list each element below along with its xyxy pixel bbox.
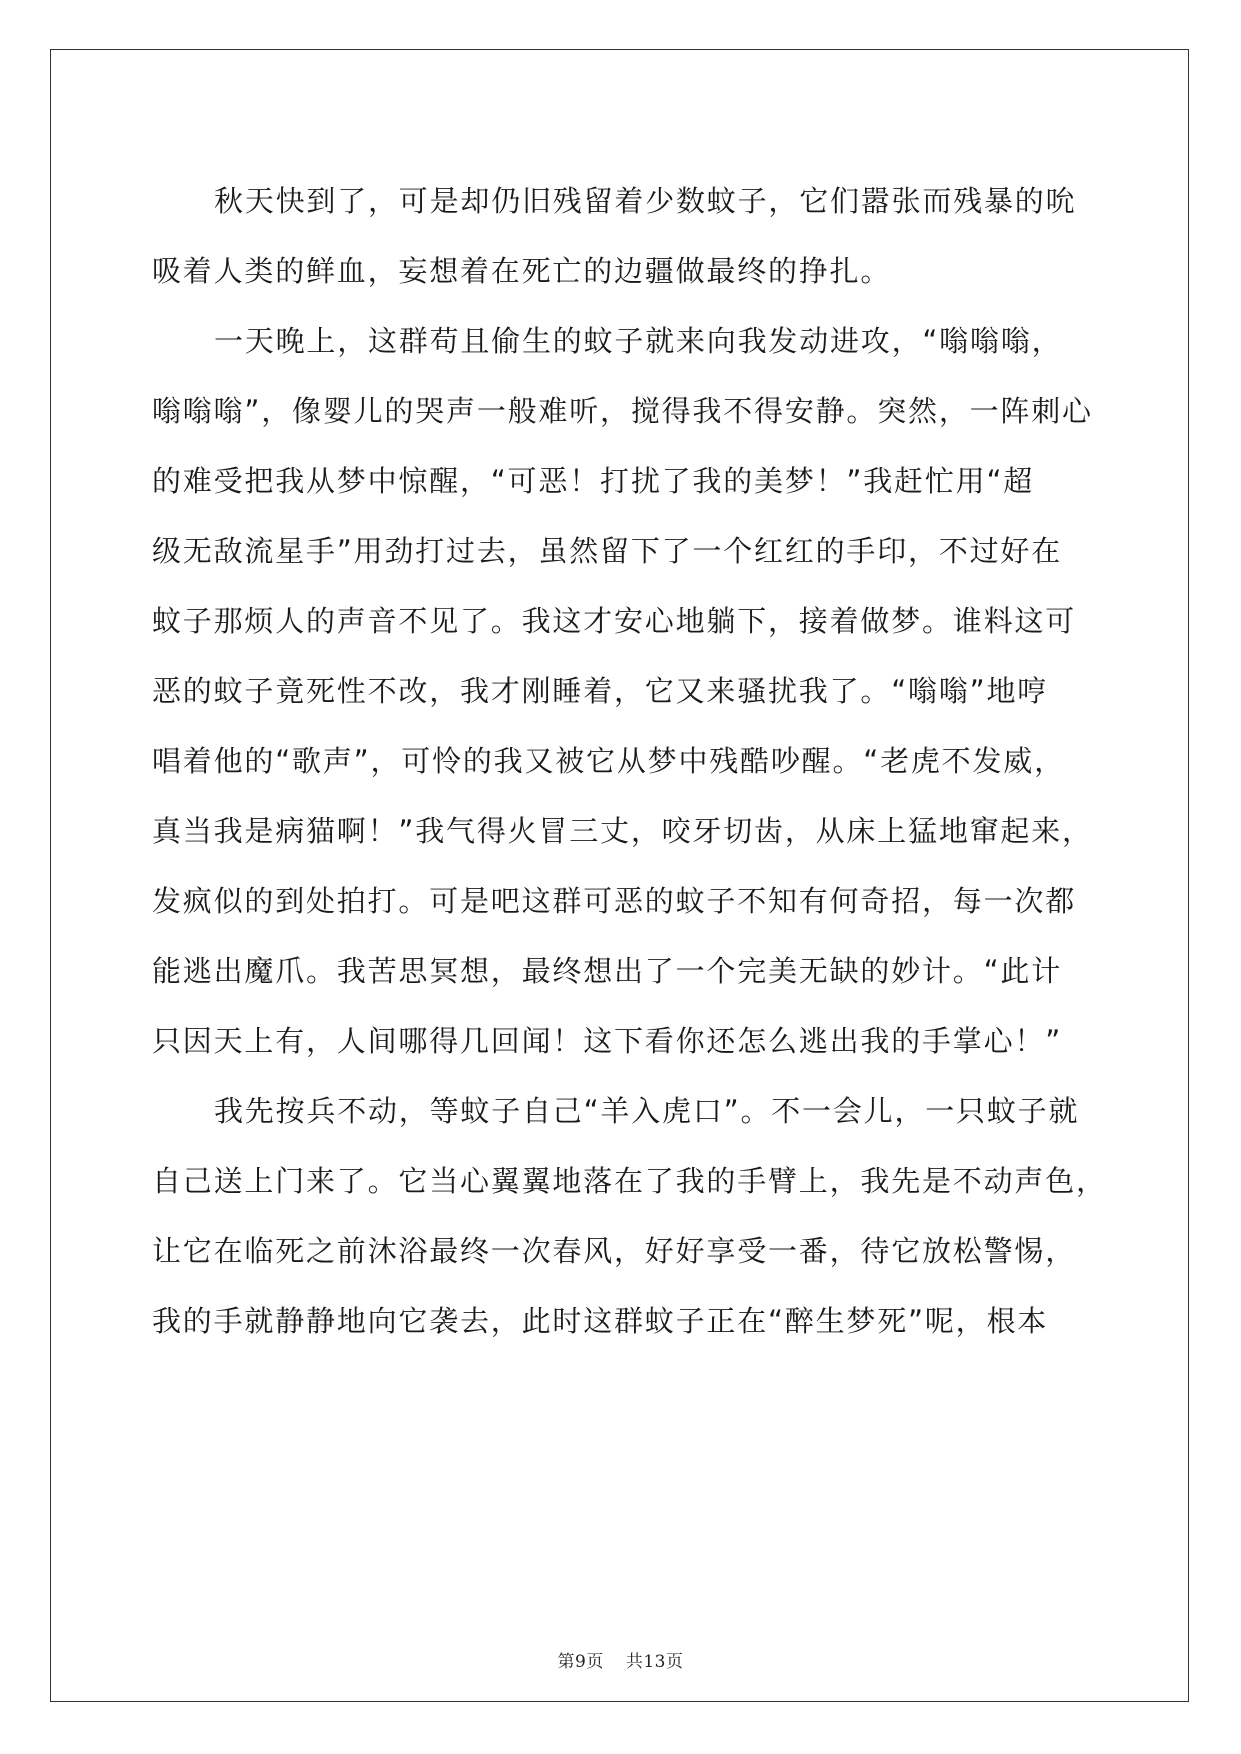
text-line: 我的手就静静地向它袭去，此时这群蚊子正在“醉生梦死”呢，根本 bbox=[152, 1304, 1049, 1338]
text-line: 一天晚上，这群苟且偷生的蚊子就来向我发动进攻，“嗡嗡嗡， bbox=[214, 324, 1063, 358]
text-line: 只因天上有，人间哪得几回闻！这下看你还怎么逃出我的手掌心！” bbox=[152, 1024, 1063, 1058]
text-line: 能逃出魔爪。我苦思冥想，最终想出了一个完美无缺的妙计。“此计 bbox=[152, 954, 1063, 988]
page-number: 第9页 bbox=[557, 1652, 604, 1672]
text-line: 的难受把我从梦中惊醒，“可恶！打扰了我的美梦！”我赶忙用“超 bbox=[152, 464, 1035, 498]
text-line: 秋天快到了，可是却仍旧残留着少数蚊子，它们嚣张而残暴的吮 bbox=[214, 184, 1077, 218]
text-line: 我先按兵不动，等蚊子自己“羊入虎口”。不一会儿，一只蚊子就 bbox=[214, 1094, 1080, 1128]
total-pages: 共13页 bbox=[625, 1652, 684, 1672]
text-line: 真当我是病猫啊！”我气得火冒三丈，咬牙切齿，从床上猛地窜起来， bbox=[152, 814, 1093, 848]
text-line: 唱着他的“歌声”，可怜的我又被它从梦中残酷吵醒。“老虎不发威， bbox=[152, 744, 1065, 778]
text-line: 让它在临死之前沐浴最终一次春风，好好享受一番，待它放松警惕， bbox=[152, 1234, 1077, 1268]
page-footer bbox=[0, 1647, 1241, 1672]
text-line: 恶的蚊子竟死性不改，我才刚睡着，它又来骚扰我了。“嗡嗡”地哼 bbox=[152, 674, 1049, 708]
text-line: 级无敌流星手”用劲打过去，虽然留下了一个红红的手印，不过好在 bbox=[152, 534, 1063, 568]
text-line: 蚊子那烦人的声音不见了。我这才安心地躺下，接着做梦。谁料这可 bbox=[152, 604, 1077, 638]
document-body bbox=[152, 166, 1107, 1356]
text-line: 发疯似的到处拍打。可是吧这群可恶的蚊子不知有何奇招，每一次都 bbox=[152, 884, 1077, 918]
text-line: 自己送上门来了。它当心翼翼地落在了我的手臂上，我先是不动声色， bbox=[152, 1164, 1107, 1198]
text-line: 吸着人类的鲜血，妄想着在死亡的边疆做最终的挣扎。 bbox=[152, 254, 892, 288]
text-line: 嗡嗡嗡”，像婴儿的哭声一般难听，搅得我不得安静。突然，一阵刺心 bbox=[152, 394, 1093, 428]
